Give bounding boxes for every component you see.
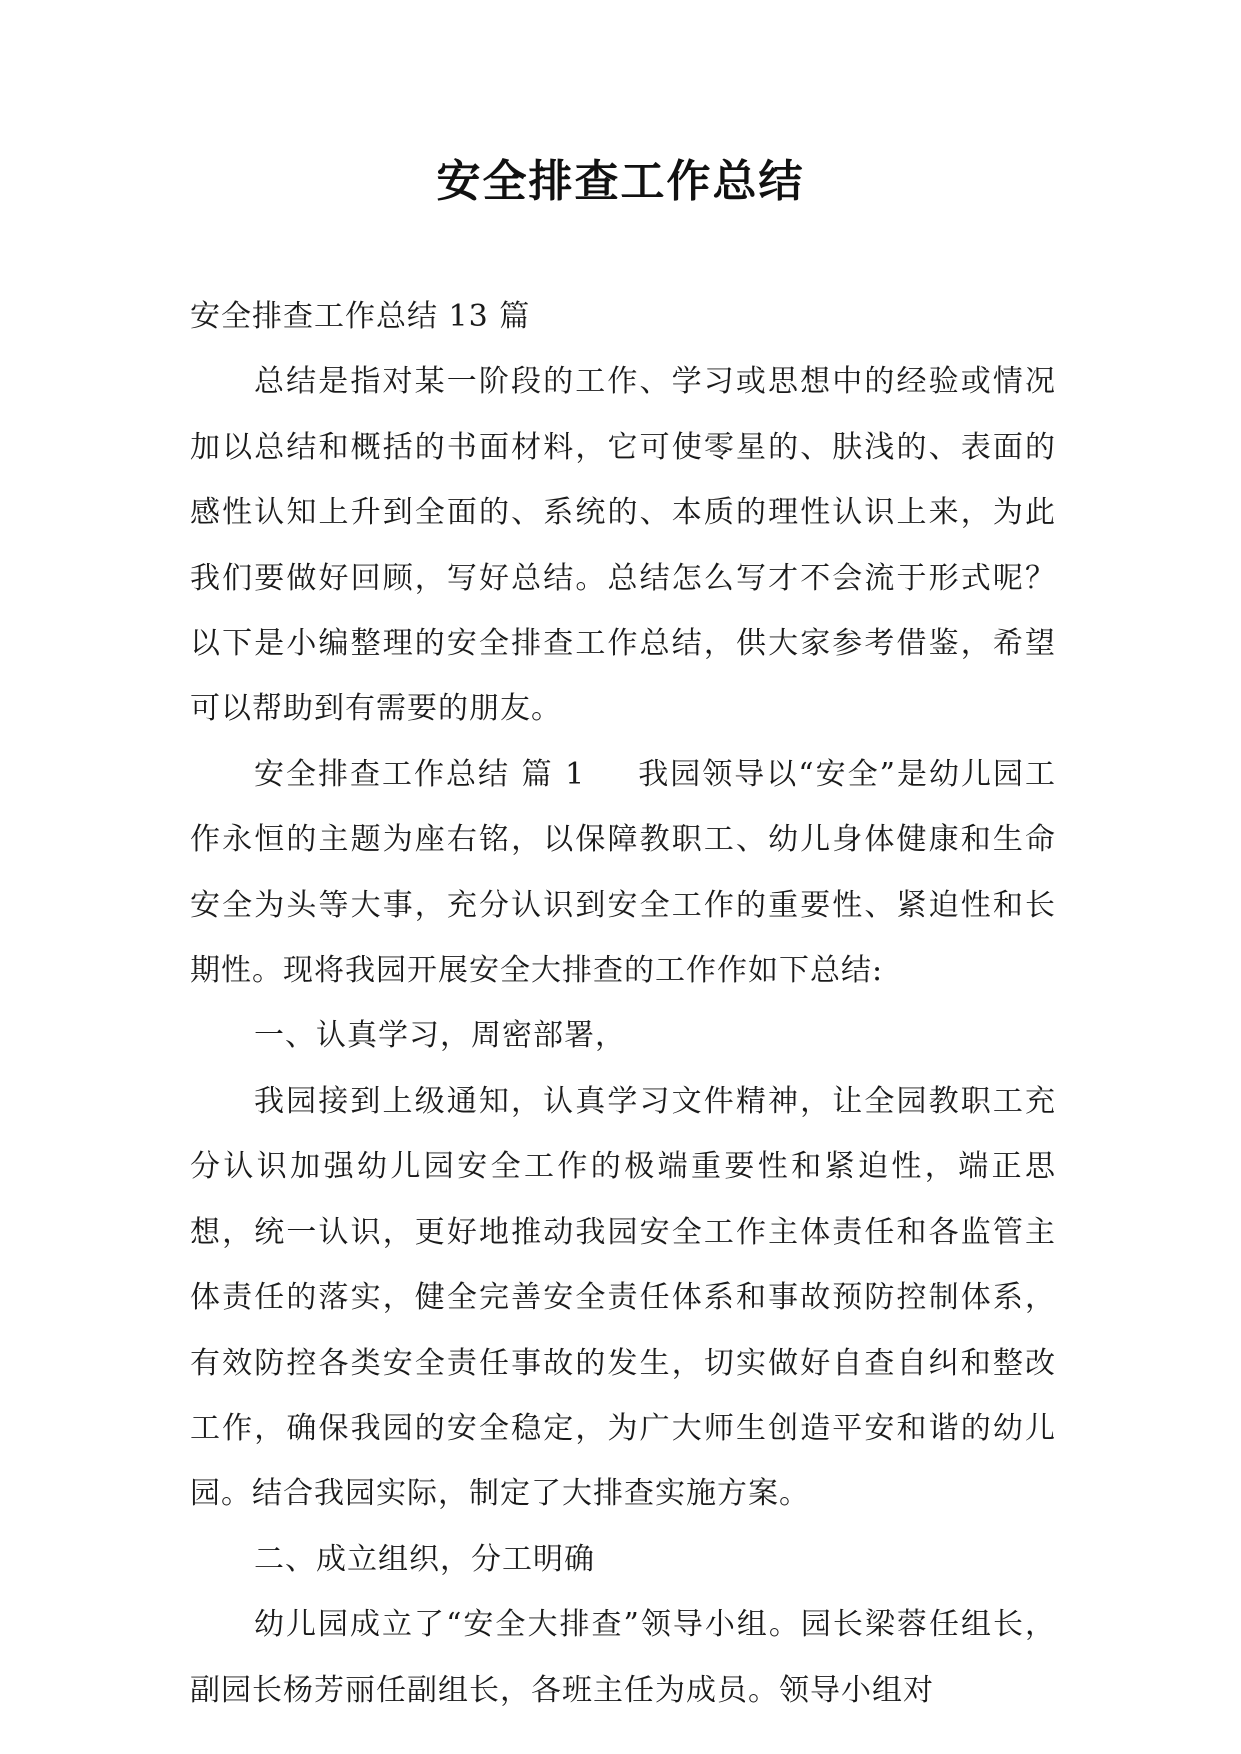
document-title: 安全排查工作总结	[436, 156, 805, 207]
section1-body: 我园接到上级通知，认真学习文件精神，让全园教职工充分认识加强幼儿园安全工作的极端重要性和紧迫性，端正思想，统一认识，更好地推动我园安全工作主体责任和各监管主体责任的落实，健全完善安全责任体系和事故预防控制体系，有效防控各类安全责任事故的发生，切实做好自查自纠和整改工作，确保我园的安全稳定，为广大师生创造平安和谐的幼儿园。结合我园实际，制定了大排查实施方案。	[190, 1083, 1056, 1512]
document-body	[190, 284, 1056, 1723]
part1-lead: 我园领导以“安全”是幼儿园工作永恒的主题为座右铭，以保障教职工、幼儿身体健康和生命安全为头等大事，充分认识到安全工作的重要性、紧迫性和长期性。现将我园开展安全大排查的工作作如下总结:	[190, 756, 1056, 989]
section2-body: 幼儿园成立了“安全大排查”领导小组。园长梁蓉任组长，副园长杨芳丽任副组长，各班主任为成员。领导小组对	[190, 1607, 1056, 1708]
document-subtitle: 安全排查工作总结 13 篇	[190, 299, 531, 334]
intro-paragraph: 总结是指对某一阶段的工作、学习或思想中的经验或情况加以总结和概括的书面材料，它可使零星的、肤浅的、表面的感性认知上升到全面的、系统的、本质的理性认识上来，为此我们要做好回顾，写好总结。总结怎么写才不会流于形式呢？以下是小编整理的安全排查工作总结，供大家参考借鉴，希望可以帮助到有需要的朋友。	[190, 364, 1056, 727]
part1-heading: 安全排查工作总结 篇 1	[254, 756, 586, 792]
section1-heading: 一、认真学习，周密部署，	[254, 1018, 626, 1054]
part1-paragraph	[190, 742, 1056, 1004]
section2-heading: 二、成立组织，分工明确	[254, 1541, 595, 1577]
